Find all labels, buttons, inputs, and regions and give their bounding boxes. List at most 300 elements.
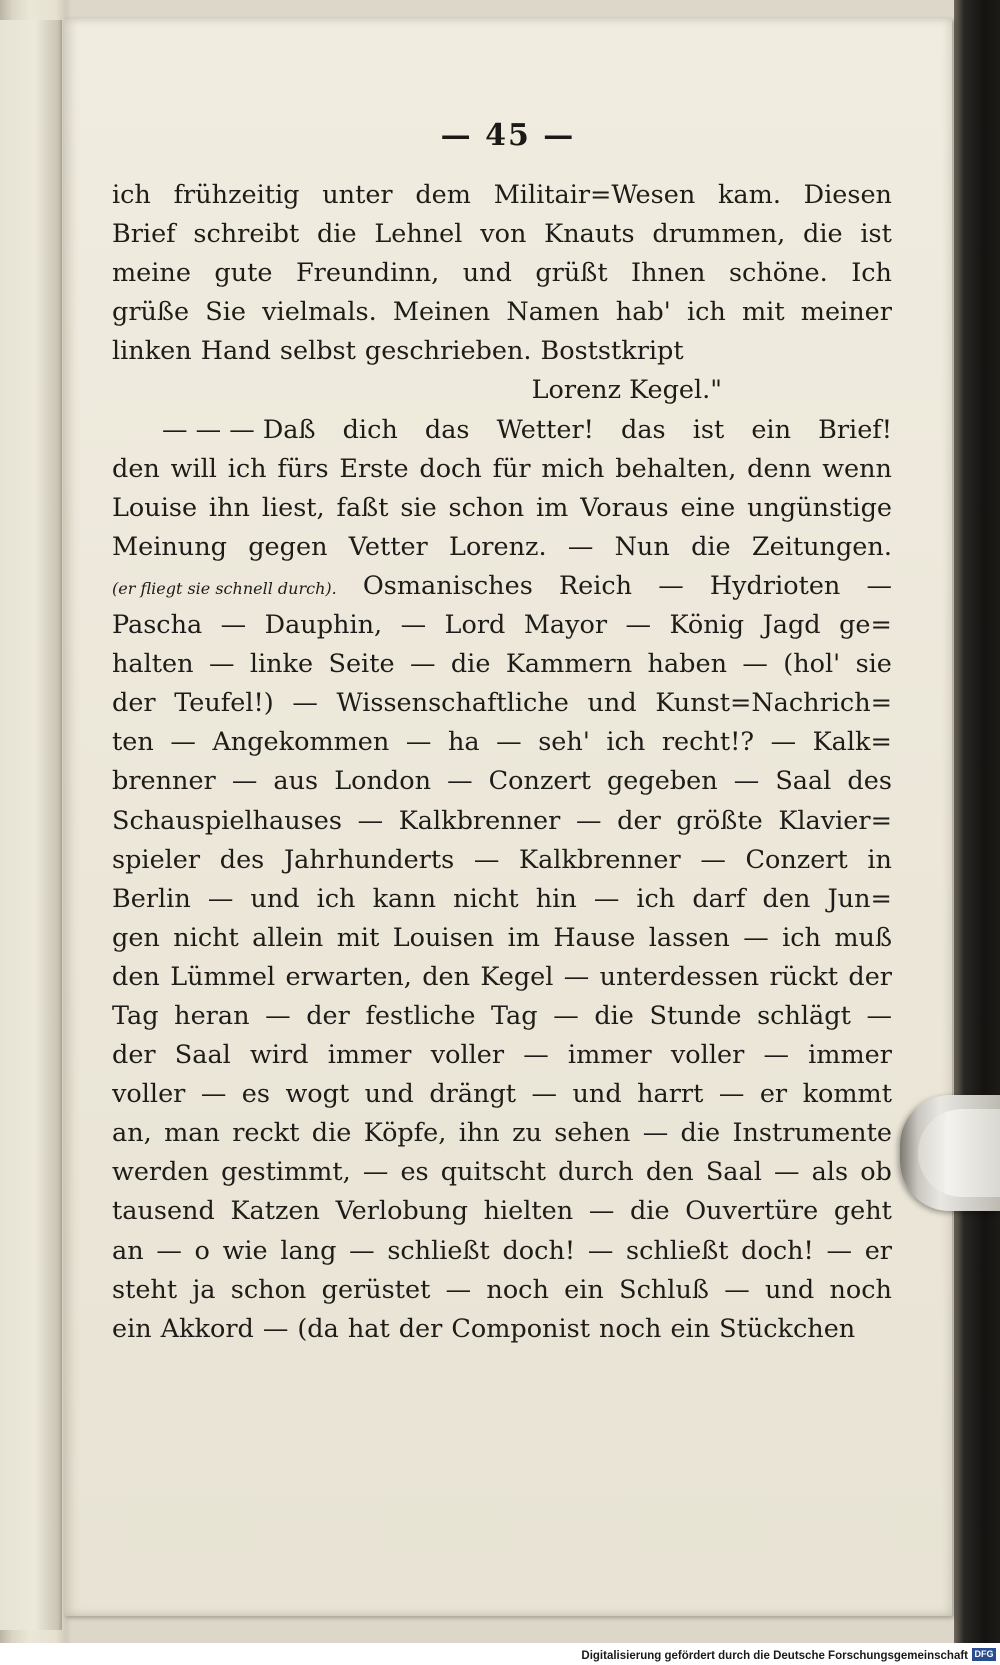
text-line (112, 1075, 892, 1114)
word: — — — Daß (162, 414, 316, 445)
word: Akkord (160, 1313, 254, 1344)
word: voller (670, 1040, 745, 1071)
word: Conzert (488, 766, 591, 797)
word: Köpfe, (363, 1118, 447, 1149)
word: Ouvertüre (685, 1196, 819, 1227)
word: drängt (429, 1079, 517, 1110)
word: Louisen (392, 922, 495, 953)
word: — (563, 961, 590, 992)
word: noch (598, 1313, 662, 1344)
word: London (334, 766, 431, 797)
word: den (762, 883, 811, 914)
word: hin (535, 883, 577, 914)
text-line (112, 332, 892, 371)
word: — (866, 570, 892, 601)
word: der (112, 1040, 156, 1071)
word: und (764, 1274, 815, 1305)
page-number: — 45 — (440, 118, 576, 153)
word: es (241, 1079, 270, 1110)
word: behalten, (615, 453, 737, 484)
book-page (64, 18, 952, 1616)
word: wird (250, 1040, 309, 1071)
word: ein (751, 414, 792, 445)
word: Jagd (762, 610, 821, 641)
word: Sie (205, 297, 246, 328)
word: Osmanisches (362, 570, 533, 601)
word: Kalk= (812, 727, 892, 758)
word: Katzen (230, 1196, 320, 1227)
body-text (112, 176, 892, 1349)
word: sehen (554, 1118, 631, 1149)
word: Kammern (505, 649, 633, 680)
word: Klavier= (778, 805, 892, 836)
word: der (398, 1313, 443, 1344)
word: Ihnen (631, 258, 706, 289)
word: Angekommen (212, 727, 390, 758)
word: — (523, 1040, 549, 1071)
word: o (194, 1235, 210, 1266)
digitization-footer (0, 1643, 1000, 1665)
text-line (112, 489, 892, 528)
text-line (112, 919, 892, 958)
word: in (867, 844, 892, 875)
word: Componist (451, 1313, 590, 1344)
word: durch (558, 1157, 634, 1188)
word: Stückchen (719, 1313, 856, 1344)
word: größte (676, 805, 763, 836)
word: die (450, 649, 491, 680)
word: schließt (387, 1235, 490, 1266)
word: Lorenz Kegel." (531, 375, 722, 406)
word: immer (327, 1040, 412, 1071)
word: unter (322, 180, 393, 210)
word: im (536, 492, 569, 523)
word: hab' (615, 297, 671, 328)
word: — (742, 649, 768, 680)
word: Saal (775, 766, 832, 797)
word: — (170, 727, 196, 758)
text-line (112, 762, 892, 801)
text-line (112, 176, 892, 215)
word: Schluß (619, 1274, 709, 1305)
text-line (112, 1232, 892, 1271)
word: des (847, 766, 892, 797)
word: will (170, 453, 217, 484)
word: Lorenz. (449, 531, 547, 562)
word: — (724, 1274, 750, 1305)
word: er (864, 1235, 892, 1266)
word: Hause (553, 922, 636, 953)
word: gegen (248, 531, 328, 562)
word: — (642, 1118, 669, 1149)
word: noch (829, 1274, 892, 1305)
text-line (112, 254, 892, 293)
word: ja (192, 1274, 216, 1305)
word: Verlobung (335, 1196, 468, 1227)
word: Kunst=Nachrich= (655, 688, 892, 719)
word: muß (834, 922, 892, 953)
word: gegeben (606, 766, 718, 797)
word: die (594, 1000, 634, 1031)
word: quitscht (440, 1157, 546, 1188)
word: Reich (558, 570, 633, 601)
text-line (112, 1271, 892, 1310)
word: — (718, 1079, 745, 1110)
text-line (112, 997, 892, 1036)
word: Hand (200, 336, 271, 367)
text-line (112, 411, 892, 450)
word: frühzeitig (173, 180, 300, 210)
word: eine (680, 492, 736, 523)
text-line (112, 1153, 892, 1192)
text-line (112, 293, 892, 332)
word: das (621, 414, 666, 445)
word: — (625, 610, 652, 641)
text-line (112, 1036, 892, 1075)
word: ist (860, 219, 892, 250)
word: ob (860, 1157, 892, 1188)
word: ein (564, 1274, 604, 1305)
word: den (645, 1157, 694, 1188)
word: sie (855, 649, 892, 680)
word: meiner (800, 297, 892, 328)
word: den (422, 961, 471, 992)
word: schon (230, 1274, 307, 1305)
word: rückt (769, 961, 839, 992)
word: recht!? (661, 727, 754, 758)
word: brenner (112, 766, 216, 797)
word: die (680, 1118, 721, 1149)
text-line (112, 606, 892, 645)
word: Vetter (348, 531, 428, 562)
word: Freundinn, (295, 258, 440, 289)
text-line (112, 723, 892, 762)
word: Nun (614, 531, 670, 562)
word: Seite (328, 649, 395, 680)
word: die (803, 219, 843, 250)
word: geschrieben. (364, 336, 532, 367)
word: den (112, 961, 160, 992)
word: der (112, 688, 156, 719)
word: noch (486, 1274, 549, 1305)
word: Zeitungen. (751, 531, 892, 562)
word: denn (747, 453, 812, 484)
word: Lümmel (170, 961, 276, 992)
text-line (112, 450, 892, 489)
word: der (848, 961, 892, 992)
word: ich (227, 453, 267, 484)
word: selbst (279, 336, 356, 367)
page-clip-holder (900, 1095, 1000, 1211)
text-line (112, 1114, 892, 1153)
word: Meinung (112, 531, 227, 562)
word: — (208, 649, 235, 680)
word: — (553, 1000, 579, 1031)
word: ihn (208, 492, 250, 523)
word: ge= (839, 610, 892, 641)
word: ein (670, 1313, 711, 1344)
word: grüße (112, 297, 190, 328)
word: haben (647, 649, 727, 680)
word: Militair=Wesen (493, 180, 696, 210)
word: Teufel!) (174, 688, 274, 719)
word: mit (336, 922, 380, 953)
word: linken (112, 336, 192, 367)
word: Instrumente (732, 1118, 892, 1149)
word: ha (447, 727, 480, 758)
text-line (112, 371, 892, 410)
word: gen (112, 922, 160, 953)
word: ich (686, 297, 726, 328)
word: — (357, 805, 384, 836)
word: — (262, 1313, 289, 1344)
word: nicht (173, 922, 239, 953)
word: — (349, 1235, 375, 1266)
text-line (112, 1192, 892, 1231)
word: — (576, 805, 602, 836)
word: Lord (444, 610, 506, 641)
word: immer (808, 1040, 892, 1071)
word: Dauphin, (264, 610, 383, 641)
word: Hydrioten (709, 570, 841, 601)
word: wogt (285, 1079, 350, 1110)
word: ich (782, 922, 821, 953)
word: gestimmt, (221, 1157, 351, 1188)
word: — (531, 1079, 557, 1110)
funding-credit: Digitalisierung gefördert durch die Deutsche Forschungsgemeinschaft (581, 1650, 968, 1662)
word: des (219, 844, 265, 875)
word: festliche (365, 1000, 476, 1031)
word: — (763, 1040, 789, 1071)
word: und (462, 258, 512, 289)
word: — (409, 649, 436, 680)
word: Kalkbrenner (398, 805, 561, 836)
word: — (362, 1157, 389, 1188)
word: er (759, 1079, 788, 1110)
word: darf (692, 883, 746, 914)
word: Diesen (803, 180, 892, 210)
word: Berlin (112, 883, 191, 914)
word: Wissenschaftliche (336, 688, 569, 719)
word: kann (372, 883, 437, 914)
word: Wetter! (496, 414, 594, 445)
word: — (733, 766, 760, 797)
word: werden (112, 1157, 209, 1188)
word: Jun= (827, 883, 892, 914)
word: voller (112, 1079, 186, 1110)
word: dich (342, 414, 398, 445)
word: der (306, 1000, 350, 1031)
word: Saal (705, 1157, 762, 1188)
word: — (866, 1000, 892, 1031)
word: die (691, 531, 731, 562)
word: schreibt (193, 219, 300, 250)
word: Jahrhunderts (283, 844, 455, 875)
text-line (112, 1310, 892, 1349)
word: die (629, 1196, 670, 1227)
word: ten (112, 727, 154, 758)
word: an (112, 1235, 144, 1266)
word: geht (833, 1196, 892, 1227)
word: lassen (648, 922, 730, 953)
word: wie (222, 1235, 268, 1266)
word: — (658, 570, 684, 601)
word: Brief (112, 219, 176, 250)
word: Voraus (580, 492, 669, 523)
word: halten (112, 649, 194, 680)
word: — (588, 1196, 615, 1227)
text-line (112, 841, 892, 880)
word: — (200, 1079, 227, 1110)
word: mit (742, 297, 785, 328)
word: Kalkbrenner (519, 844, 681, 875)
text-line (112, 567, 892, 606)
word: — (826, 1235, 852, 1266)
word: — (265, 1000, 291, 1031)
word: kam. (717, 180, 781, 210)
page-clip-inner (918, 1109, 1000, 1197)
word: dem (415, 180, 471, 210)
word: für (492, 453, 531, 484)
word: immer (567, 1040, 652, 1071)
word: ich (316, 883, 356, 914)
word: allein (252, 922, 324, 953)
word: Conzert (745, 844, 848, 875)
word: Schauspielhauses (112, 805, 342, 836)
word: zu (512, 1118, 542, 1149)
word: — (292, 688, 318, 719)
word: heran (174, 1000, 250, 1031)
word: ich (606, 727, 646, 758)
word: nicht (453, 883, 519, 914)
text-line (112, 958, 892, 997)
word: doch! (502, 1235, 576, 1266)
word: vielmals. (262, 297, 377, 328)
word: aus (273, 766, 319, 797)
word: den (112, 453, 160, 484)
word: fürs (277, 453, 329, 484)
word: Tag (112, 1000, 159, 1031)
word: Meinen (392, 297, 491, 328)
word: (er fliegt sie schnell durch). (112, 578, 337, 598)
word: steht (112, 1274, 178, 1305)
word: — (447, 766, 473, 797)
word: — (496, 727, 522, 758)
word: und (587, 688, 637, 719)
word: Kegel (480, 961, 554, 992)
word: — (567, 531, 594, 562)
word: — (405, 727, 432, 758)
word: Saal (174, 1040, 231, 1071)
word: man (164, 1118, 220, 1149)
word: meine (112, 258, 191, 289)
word: — (743, 922, 769, 953)
word: erwarten, (285, 961, 412, 992)
word: — (587, 1235, 614, 1266)
word: schon (448, 492, 525, 523)
word: — (700, 844, 726, 875)
book-cover-edge (954, 0, 1000, 1665)
text-line (112, 802, 892, 841)
word: unterdessen (599, 961, 760, 992)
word: Pascha (112, 610, 203, 641)
word: — (773, 1157, 800, 1188)
word: schöne. (728, 258, 828, 289)
word: und (572, 1079, 622, 1110)
word: lang (280, 1235, 337, 1266)
word: — (473, 844, 500, 875)
word: — (445, 1274, 472, 1305)
word: doch! (741, 1235, 814, 1266)
word: — (156, 1235, 182, 1266)
word: linke (249, 649, 314, 680)
word: hielten (483, 1196, 574, 1227)
word: grüßt (535, 258, 608, 289)
word: Knauts (544, 219, 635, 250)
word: ich (112, 180, 151, 210)
word: — (593, 883, 620, 914)
word: und (364, 1079, 414, 1110)
word: ungünstige (747, 492, 892, 523)
word: und (250, 883, 300, 914)
word: — (220, 610, 247, 641)
word: König (669, 610, 745, 641)
text-line (112, 684, 892, 723)
word: gute (214, 258, 273, 289)
word: sie (400, 492, 437, 523)
word: Mayor (523, 610, 608, 641)
word: tausend (112, 1196, 215, 1227)
word: spieler (112, 844, 201, 875)
word: schließt (626, 1235, 729, 1266)
text-line (112, 645, 892, 684)
word: Ich (851, 258, 892, 289)
word: Louise (112, 492, 198, 523)
word: von (480, 219, 527, 250)
text-line (112, 880, 892, 919)
word: es (400, 1157, 429, 1188)
word: — (231, 766, 258, 797)
facing-page-edge (0, 20, 62, 1630)
word: — (207, 883, 234, 914)
word: an, (112, 1118, 152, 1149)
word: faßt (336, 492, 389, 523)
word: schlägt (757, 1000, 851, 1031)
word: ein (112, 1313, 152, 1344)
word: der (617, 805, 661, 836)
word: Stunde (649, 1000, 742, 1031)
word: Boststkript (540, 336, 684, 367)
word: ich (636, 883, 676, 914)
word: Brief! (818, 414, 892, 445)
word: Namen (506, 297, 600, 328)
word: — (770, 727, 797, 758)
word: als (811, 1157, 849, 1188)
word: doch (419, 453, 482, 484)
text-line (112, 528, 892, 567)
word: im (507, 922, 540, 953)
word: wenn (822, 453, 892, 484)
word: liest, (261, 492, 325, 523)
word: gerüstet (321, 1274, 431, 1305)
word: die (311, 1118, 352, 1149)
word: mich (541, 453, 605, 484)
word: kommt (802, 1079, 892, 1110)
word: ihn (458, 1118, 500, 1149)
text-line (112, 215, 892, 254)
word: (da (297, 1313, 339, 1344)
word: ist (692, 414, 725, 445)
